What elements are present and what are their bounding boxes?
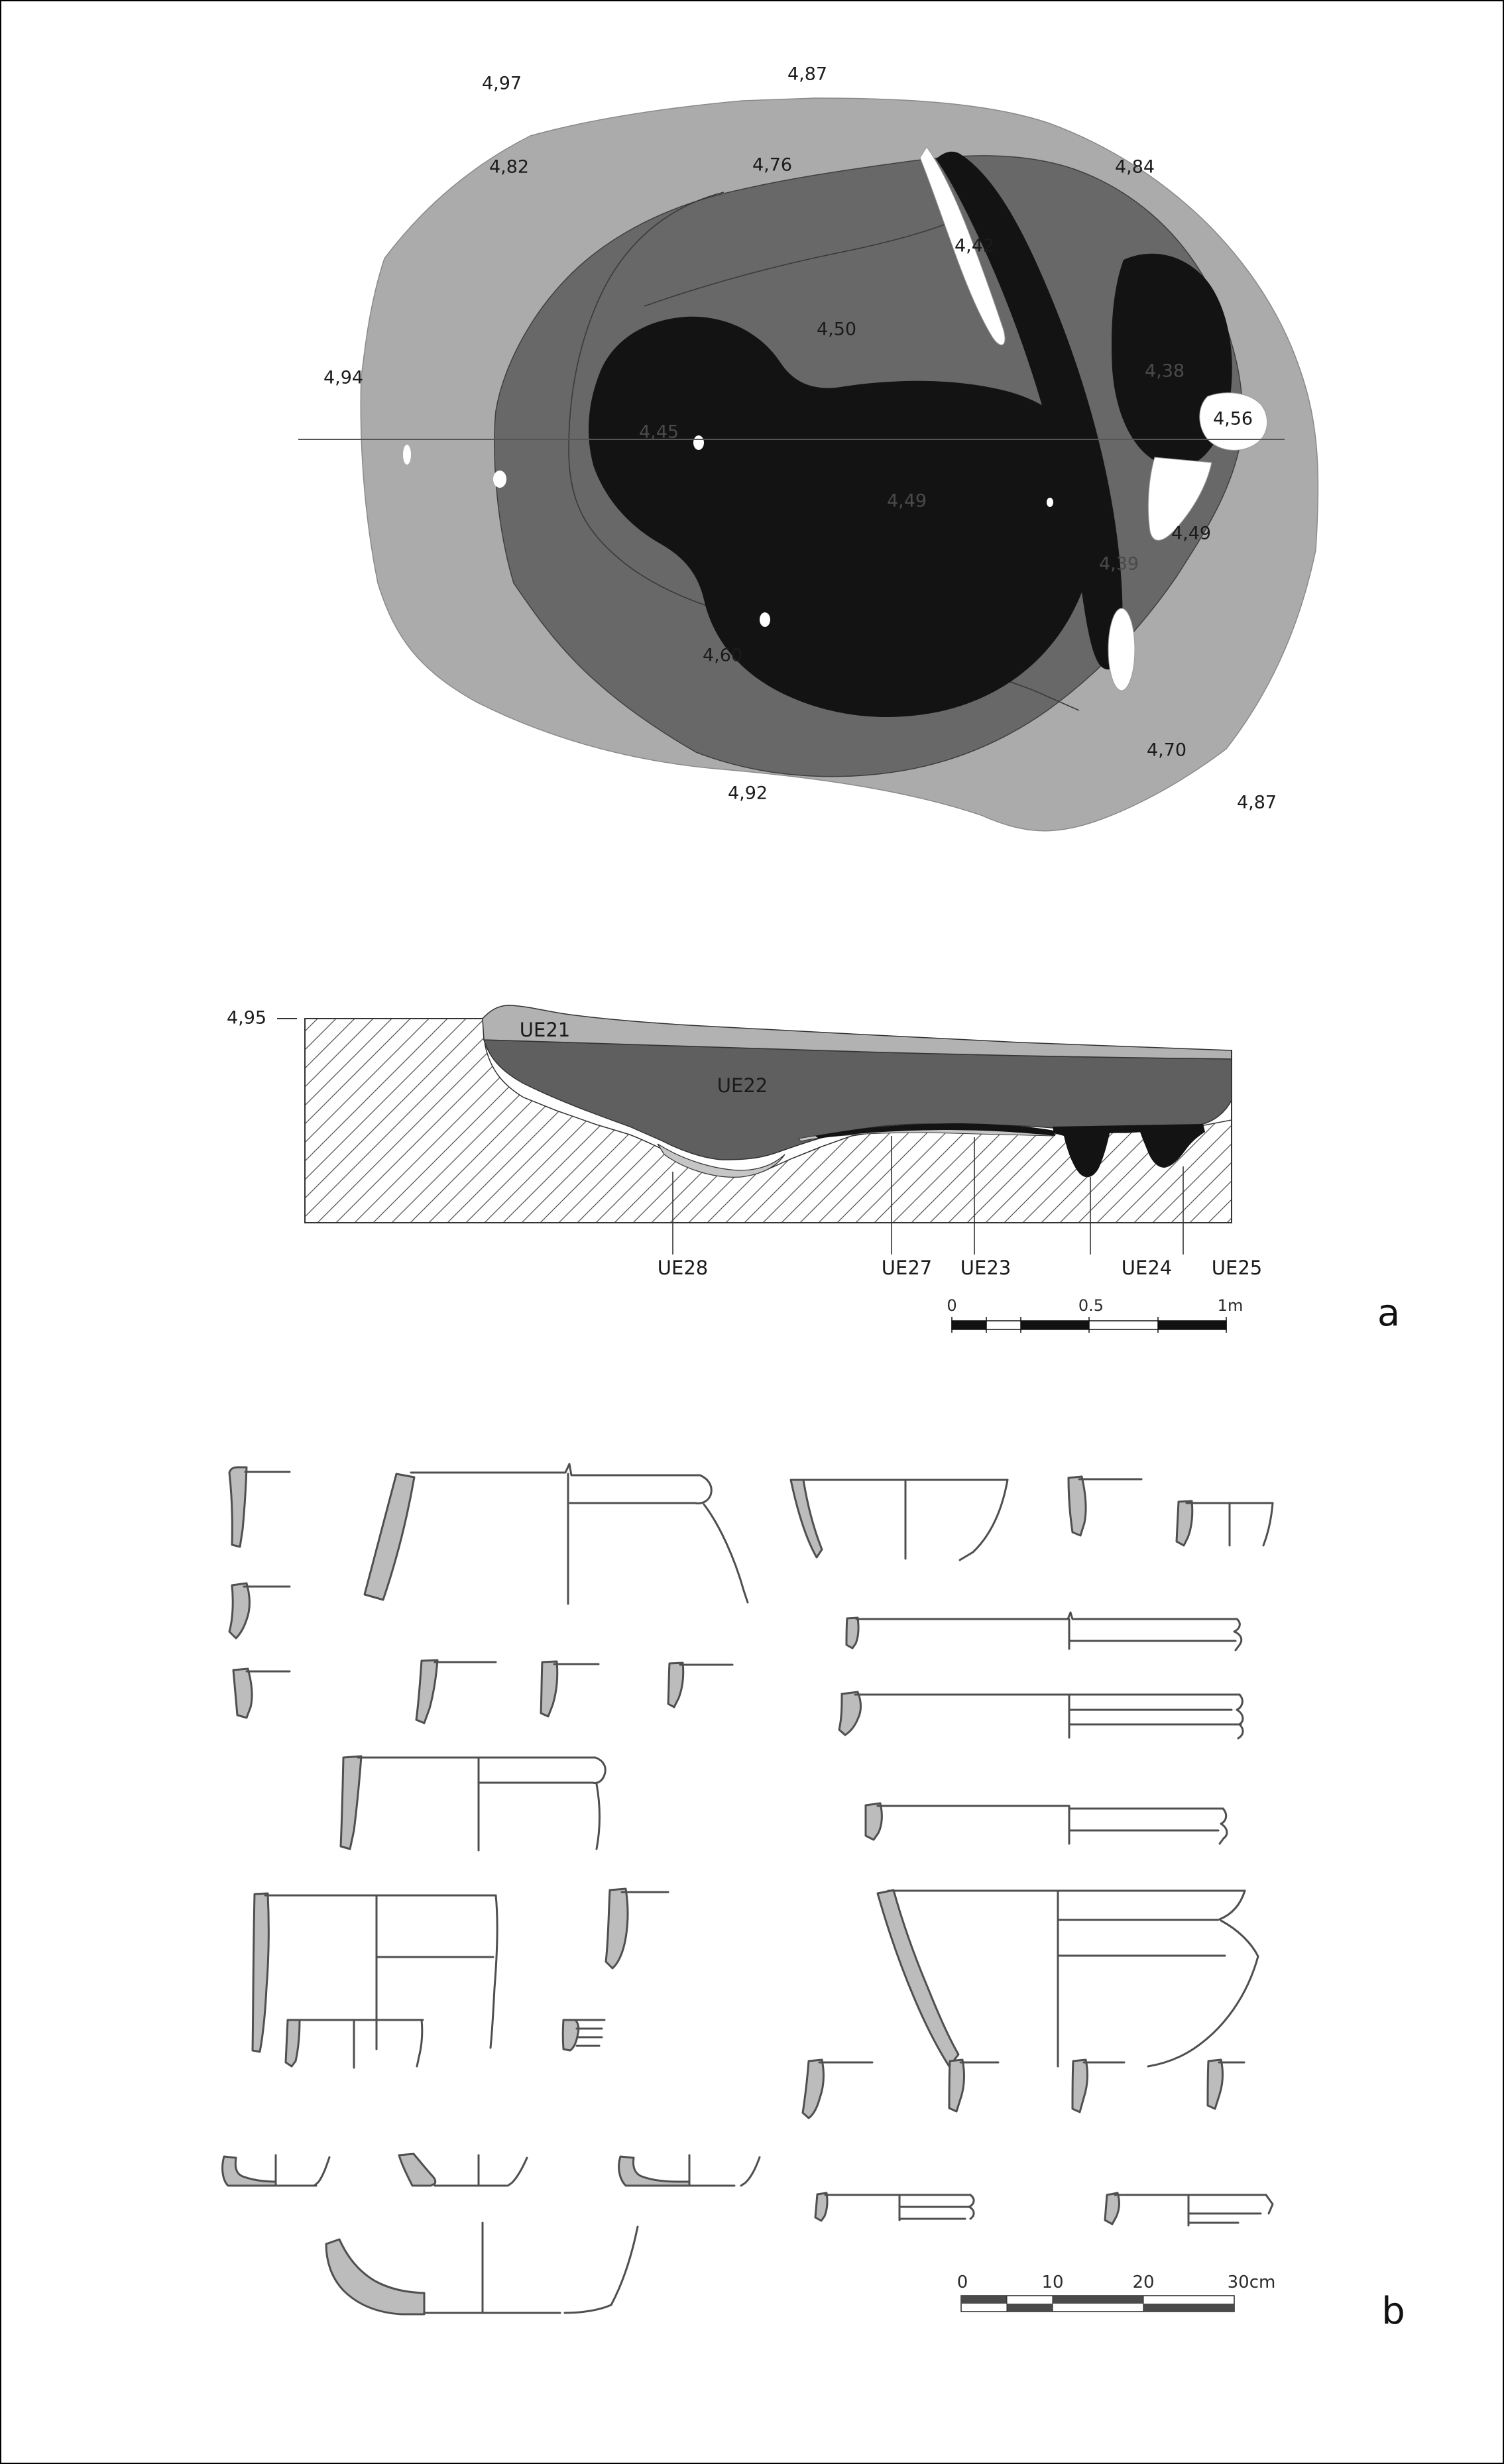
elevation-label: 4,49	[886, 490, 927, 512]
pottery-sherd	[803, 2060, 872, 2118]
elevation-label: 4,49	[1171, 523, 1212, 544]
datum-label: 4,95	[226, 1007, 267, 1029]
scalebar-b-cell	[1007, 2304, 1053, 2312]
sherd-section-fill	[878, 1890, 958, 2066]
pottery-base	[619, 2155, 760, 2186]
white-hole	[1047, 498, 1053, 507]
ue-label: UE28	[657, 1257, 709, 1279]
scalebar-b-label: 20	[1132, 2272, 1155, 2292]
scalebar-a-segment	[1158, 1321, 1226, 1329]
pottery-sherd	[286, 2020, 423, 2068]
sherd-body-line	[1148, 1956, 1258, 2066]
pottery-sherd	[233, 1669, 290, 1718]
pottery-panel	[223, 1464, 1405, 2333]
scalebar-a-segment	[952, 1321, 986, 1329]
scalebar-b	[957, 2272, 1276, 2312]
elevation-label: 4,50	[816, 319, 857, 340]
sherd-body-line	[597, 1784, 600, 1849]
sherd-section-fill	[341, 1756, 361, 1849]
scalebar-b-label: 10	[1041, 2272, 1064, 2292]
plate-section-fill	[866, 1803, 882, 1840]
sherd-section-fill	[365, 1474, 414, 1600]
ue-label: UE22	[717, 1074, 768, 1097]
base-section-fill	[223, 2156, 276, 2186]
ue-label: UE24	[1121, 1257, 1173, 1279]
elevation-label: 4,56	[1212, 408, 1253, 429]
sherd-section-fill	[229, 1583, 250, 1638]
elevation-label: 4,45	[638, 421, 679, 443]
ue-label: UE21	[519, 1019, 571, 1041]
ue-label: UE27	[881, 1257, 933, 1279]
pottery-sherd	[229, 1583, 290, 1638]
pottery-plate	[839, 1692, 1243, 1738]
pottery-plate	[866, 1803, 1227, 1844]
elevation-label: 4,42	[954, 235, 995, 256]
pottery-base	[326, 2223, 638, 2314]
sherd-section-fill	[949, 2060, 964, 2111]
sherd-section-fill	[606, 1889, 628, 1968]
pottery-sherd	[416, 1660, 496, 1723]
base-wall-line	[741, 2157, 760, 2186]
sherd-section-fill	[803, 2060, 823, 2118]
base-section-fill	[399, 2154, 435, 2186]
elevation-label: 4,70	[1146, 740, 1187, 761]
sherd-body-line	[417, 2020, 422, 2066]
pottery-sherd	[1208, 2060, 1244, 2109]
sherd-section-fill	[416, 1660, 437, 1723]
base-section-fill	[326, 2239, 424, 2314]
base-wall-line	[611, 2227, 638, 2305]
sherd-section-fill	[1208, 2060, 1222, 2109]
sherd-section-fill	[1069, 1477, 1086, 1536]
pottery-plate	[815, 2193, 974, 2221]
sherd-section-fill	[1177, 1501, 1192, 1545]
elevation-label: 4,84	[1114, 156, 1155, 178]
plate-break-edge	[1237, 1695, 1243, 1738]
base-section-fill	[619, 2156, 689, 2186]
sherd-section-fill	[233, 1669, 252, 1718]
white-hole	[760, 612, 770, 627]
pottery-plate	[846, 1612, 1242, 1650]
scalebar-b-cell	[1053, 2296, 1143, 2304]
pottery-sherd	[949, 2060, 998, 2111]
pottery-base	[223, 2155, 329, 2186]
scalebar-a	[947, 1296, 1243, 1333]
sherd-rim-line	[411, 1464, 700, 1475]
sherd-body-line	[491, 1895, 497, 2048]
elevation-label: 4,87	[787, 64, 828, 85]
elevation-label: 4,92	[727, 783, 768, 804]
scalebar-a-label: 1m	[1217, 1296, 1244, 1315]
sherd-section-fill	[253, 1893, 268, 2052]
elevation-label: 4,39	[1098, 553, 1139, 575]
sherd-rim-edge	[695, 1475, 711, 1504]
pottery-sherd	[1069, 1477, 1141, 1536]
plate-break-edge	[1220, 1809, 1227, 1844]
panel-letter-a: a	[1377, 1292, 1401, 1335]
plate-section-fill	[1105, 2193, 1119, 2224]
sherd-body-line	[1263, 1503, 1273, 1545]
pottery-sherd	[878, 1890, 1258, 2066]
elevation-label: 4,97	[481, 73, 522, 94]
pottery-sherd	[229, 1467, 290, 1547]
plan-view	[298, 64, 1318, 831]
sherd-section-fill	[541, 1661, 557, 1716]
sherd-rim-edge	[1220, 1891, 1245, 1919]
white-hole	[693, 435, 704, 450]
pottery-handle	[563, 2020, 605, 2050]
plate-section-fill	[839, 1692, 861, 1735]
scalebar-a-segment	[1021, 1321, 1089, 1329]
plate-section-fill	[846, 1618, 858, 1648]
scalebar-a-label: 0	[947, 1296, 957, 1315]
plate-break-edge	[969, 2195, 974, 2219]
white-hole	[493, 471, 506, 488]
elevation-label: 4,82	[489, 156, 530, 178]
pottery-plate	[1105, 2193, 1273, 2225]
ue-label: UE23	[960, 1257, 1012, 1279]
elevation-label: 4,38	[1144, 361, 1185, 382]
sherd-rim-edge	[593, 1758, 605, 1783]
elevation-label: 4,76	[752, 154, 793, 176]
pottery-base	[399, 2154, 527, 2186]
elevation-label: 4,94	[323, 367, 364, 388]
sherd-body-line	[704, 1504, 748, 1602]
white-hole	[403, 445, 411, 465]
pottery-sherd	[606, 1889, 668, 1968]
sherd-section-fill	[668, 1663, 683, 1707]
white-gap-sliver	[1108, 608, 1135, 691]
plate-break-edge	[1234, 1619, 1242, 1650]
sherd-section-fill	[229, 1467, 247, 1547]
sherd-rim-edge	[1221, 1921, 1258, 1956]
elevation-label: 4,87	[1236, 792, 1277, 813]
base-wall-line	[314, 2157, 329, 2186]
pottery-sherd	[341, 1756, 605, 1850]
pottery-sherd	[1072, 2060, 1124, 2112]
pottery-sherd	[791, 1480, 1008, 1560]
plate-section-fill	[815, 2193, 827, 2221]
sherd-section-fill	[1072, 2060, 1087, 2112]
sherd-body-line	[960, 1480, 1008, 1560]
pottery-sherd	[668, 1663, 732, 1707]
scalebar-b-cell	[961, 2296, 1007, 2304]
plate-break-edge	[1266, 2195, 1273, 2213]
section-view	[227, 1005, 1400, 1335]
scalebar-b-label: 30cm	[1227, 2272, 1276, 2292]
sherd-section-fill	[791, 1480, 822, 1557]
scalebar-b-label: 0	[956, 2272, 968, 2292]
scalebar-b-cell	[1143, 2304, 1234, 2312]
pottery-sherd	[1177, 1501, 1273, 1545]
base-bottom-line	[565, 2305, 611, 2313]
elevation-label: 4,60	[702, 645, 743, 666]
ue-label: UE25	[1211, 1257, 1263, 1279]
pottery-sherd	[541, 1661, 599, 1716]
scalebar-a-label: 0.5	[1078, 1296, 1104, 1315]
pottery-sherd	[365, 1464, 748, 1604]
sherd-section-fill	[286, 2020, 300, 2066]
plate-rim-line	[856, 1612, 1237, 1619]
base-wall-line	[508, 2158, 527, 2186]
panel-letter-b: b	[1381, 2290, 1405, 2333]
